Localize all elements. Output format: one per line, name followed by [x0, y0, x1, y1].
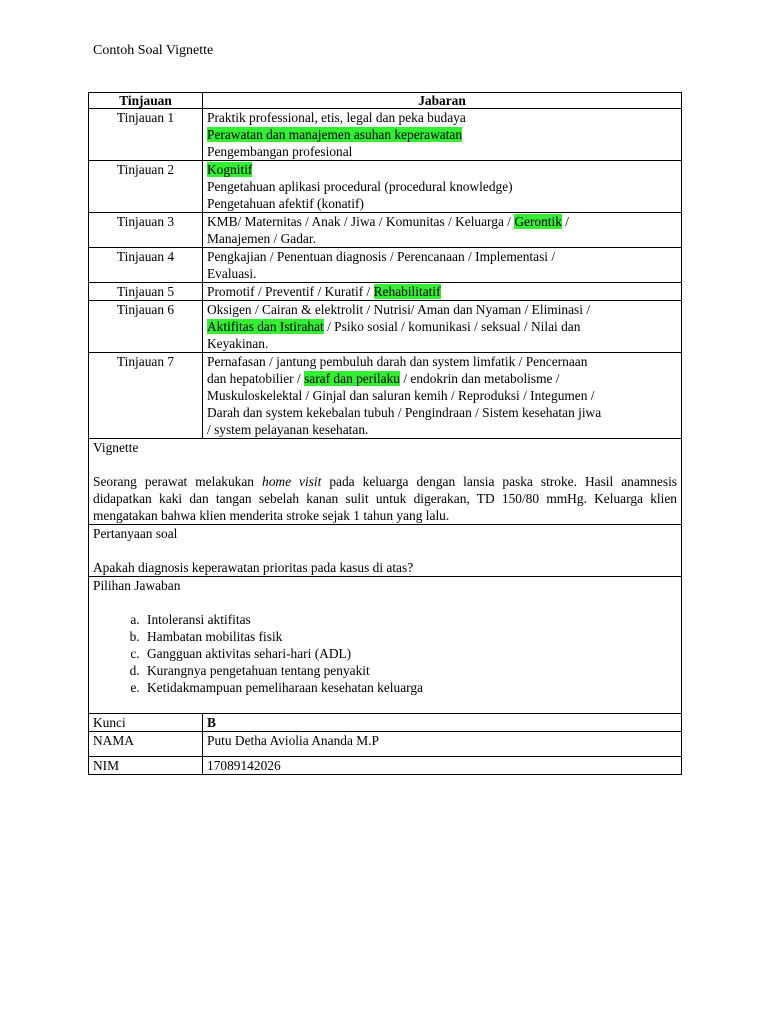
tinjauan-5-content	[203, 283, 682, 301]
tinjauan-7-line-3: Muskuloskelektal / Ginjal dan saluran kemih / Reproduksi / Integumen /	[207, 388, 595, 403]
tinjauan-7-content	[203, 353, 682, 439]
nim-label: NIM	[89, 757, 203, 775]
nim-value: 17089142026	[203, 757, 682, 775]
tinjauan-6-line-3: Keyakinan.	[207, 336, 269, 351]
tinjauan-7-label: Tinjauan 7	[89, 353, 203, 439]
question-cell	[89, 525, 682, 577]
table-row-nama	[89, 732, 682, 757]
tinjauan-4-content	[203, 248, 682, 283]
tinjauan-1-content	[203, 109, 682, 161]
tinjauan-3-label: Tinjauan 3	[89, 213, 203, 248]
table-row-tinjauan-5	[89, 283, 682, 301]
table-row-kunci	[89, 714, 682, 732]
table-row-tinjauan-6	[89, 301, 682, 353]
tinjauan-6-label: Tinjauan 6	[89, 301, 203, 353]
header-jabaran: Jabaran	[203, 93, 682, 109]
kunci-value: B	[203, 714, 682, 732]
answers-label: Pilihan Jawaban	[93, 578, 181, 593]
tinjauan-7-line-1: Pernafasan / jantung pembuluh darah dan system limfatik / Pencernaan	[207, 354, 588, 369]
tinjauan-2-content	[203, 161, 682, 213]
tinjauan-3-text-a: KMB/ Maternitas / Anak / Jiwa / Komunitas / Keluarga /	[207, 214, 515, 229]
question-label: Pertanyaan soal	[93, 526, 178, 541]
table-row-tinjauan-3	[89, 213, 682, 248]
tinjauan-3-content	[203, 213, 682, 248]
tinjauan-5-text-a: Promotif / Preventif / Kuratif /	[207, 284, 374, 299]
tinjauan-7-line-5: / system pelayanan kesehatan.	[207, 422, 369, 437]
tinjauan-3-line-2: Manajemen / Gadar.	[207, 231, 316, 246]
tinjauan-7-highlight: saraf dan perilaku	[304, 371, 400, 386]
table-row-tinjauan-4	[89, 248, 682, 283]
question-table	[88, 92, 682, 775]
tinjauan-1-line-1: Praktik professional, etis, legal dan peka budaya	[207, 110, 466, 125]
tinjauan-2-label: Tinjauan 2	[89, 161, 203, 213]
tinjauan-4-label: Tinjauan 4	[89, 248, 203, 283]
tinjauan-4-line-1: Pengkajian / Penentuan diagnosis / Perencanaan / Implementasi /	[207, 249, 556, 264]
tinjauan-3-highlight: Gerontik	[514, 214, 562, 229]
answer-option-b: b. Hambatan mobilitas fisik	[143, 628, 677, 645]
tinjauan-6-content	[203, 301, 682, 353]
table-row-nim	[89, 757, 682, 775]
vignette-label: Vignette	[93, 440, 139, 455]
tinjauan-6-text-b: / Psiko sosial / komunikasi / seksual / Nilai dan	[323, 319, 581, 334]
table-row-answers	[89, 577, 682, 714]
table-row-vignette	[89, 439, 682, 525]
vignette-emphasis: home visit	[262, 474, 322, 489]
table-row-question	[89, 525, 682, 577]
question-text: Apakah diagnosis keperawatan prioritas pada kasus di atas?	[93, 560, 414, 575]
tinjauan-4-line-2: Evaluasi.	[207, 266, 257, 281]
table-header-row	[89, 93, 682, 109]
answer-option-a: a. Intoleransi aktifitas	[143, 611, 677, 628]
header-tinjauan: Tinjauan	[89, 93, 203, 109]
tinjauan-7-text-a: dan hepatobilier /	[207, 371, 305, 386]
answer-option-c: c. Gangguan aktivitas sehari-hari (ADL)	[143, 645, 677, 662]
nama-label: NAMA	[89, 732, 203, 757]
answers-cell	[89, 577, 682, 714]
answer-option-e: e. Ketidakmampuan pemeliharaan kesehatan keluarga	[143, 679, 677, 696]
tinjauan-7-text-b: / endokrin dan metabolisme /	[399, 371, 560, 386]
tinjauan-2-line-2: Pengetahuan aplikasi procedural (procedural knowledge)	[207, 179, 513, 194]
tinjauan-1-label: Tinjauan 1	[89, 109, 203, 161]
table-row-tinjauan-7	[89, 353, 682, 439]
page-title: Contoh Soal Vignette	[93, 43, 214, 58]
nama-value: Putu Detha Aviolia Ananda M.P	[203, 732, 682, 757]
tinjauan-1-highlight: Perawatan dan manajemen asuhan keperawatan	[207, 127, 463, 142]
vignette-cell	[89, 439, 682, 525]
tinjauan-2-line-3: Pengetahuan afektif (konatif)	[207, 196, 364, 211]
kunci-label: Kunci	[89, 714, 203, 732]
answer-option-d: d. Kurangnya pengetahuan tentang penyakit	[143, 662, 677, 679]
vignette-text: Seorang perawat melakukan home visit pada keluarga dengan lansia paska stroke. Hasil anamnesis didapatkan kaki dan tangan sebelah kanan sulit untuk digerakan, TD 150/80 mmHg. Keluarga klien mengatakan bahwa klien menderita stroke sejak 1 tahun yang lalu.	[93, 474, 678, 523]
answer-options	[93, 611, 677, 696]
table-row-tinjauan-2	[89, 161, 682, 213]
tinjauan-5-label: Tinjauan 5	[89, 283, 203, 301]
tinjauan-2-highlight: Kognitif	[207, 162, 253, 177]
tinjauan-7-line-4: Darah dan system kekebalan tubuh / Pengindraan / Sistem kesehatan jiwa	[207, 405, 602, 420]
tinjauan-6-line-1: Oksigen / Cairan & elektrolit / Nutrisi/ Aman dan Nyaman / Eliminasi /	[207, 302, 591, 317]
tinjauan-5-highlight: Rehabilitatif	[373, 284, 441, 299]
tinjauan-3-text-b: /	[561, 214, 570, 229]
tinjauan-6-highlight: Aktifitas dan Istirahat	[207, 319, 324, 334]
tinjauan-1-line-3: Pengembangan profesional	[207, 144, 353, 159]
table-row-tinjauan-1	[89, 109, 682, 161]
